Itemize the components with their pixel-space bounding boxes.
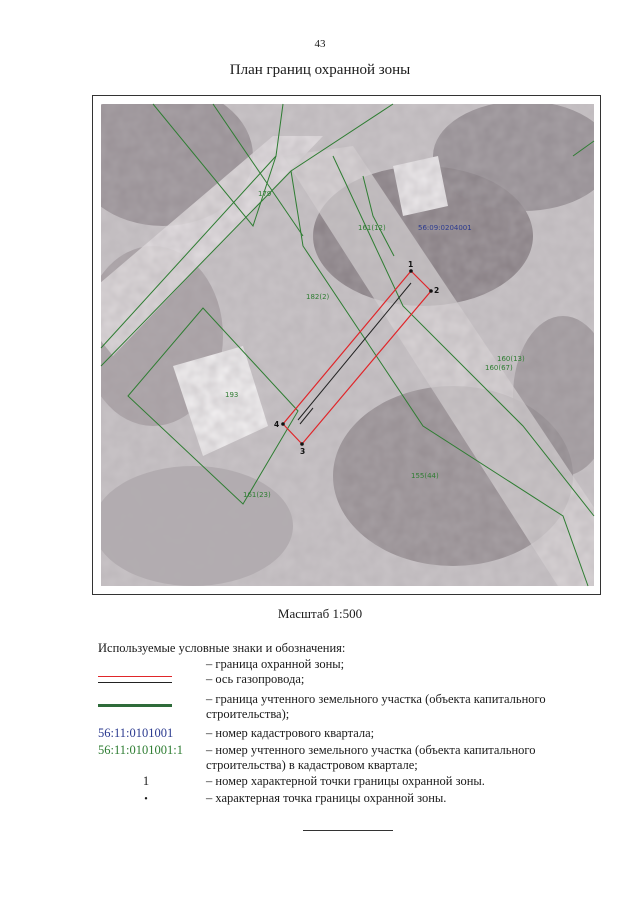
zone-point-4 [281,422,285,426]
zone-point-3 [300,442,304,446]
parcel-number-sample: 56:11:0101001:1 [98,743,183,757]
gas-axis-sample [98,682,172,683]
legend-text: – характерная точка границы охранной зоны. [206,791,447,805]
zone-point-number-3: 3 [300,447,306,456]
parcel-boundary-sample [98,704,172,707]
zone-point-number-4: 4 [274,420,280,429]
parcel-label: 160(13) [497,355,525,363]
legend-heading: Используемые условные знаки и обозначения: [98,641,346,655]
zone-point-2 [429,289,433,293]
legend-text: – граница охранной зоны; [206,657,345,671]
legend-item-parcel-boundary [98,692,618,724]
legend-text: – ось газопровода; [206,672,305,686]
map-scale: Масштаб 1:500 [277,606,363,621]
zone-point-number-2: 2 [434,286,440,295]
footer-divider [303,830,393,831]
map-frame [92,95,601,595]
page-number: 43 [314,38,326,50]
parcel-label: 161(12) [358,224,386,232]
parcel-label: 182(2) [306,293,330,301]
parcel-label: 193 [225,391,239,399]
parcel-label: 160(67) [485,364,513,372]
legend-item-point-marker [98,791,618,811]
legend-item-gas-axis [98,672,618,692]
map-canvas [93,96,600,594]
aerial-photo [93,96,600,594]
legend-item-parcel-number [98,743,618,775]
cadastral-quarter-label: 56:09:0204001 [418,224,472,232]
quarter-number-sample: 56:11:0101001 [98,726,174,740]
parcel-label: 161(23) [243,491,271,499]
legend-text: – номер характерной точки границы охранной зоны. [206,774,485,788]
parcel-label: 179 [258,190,272,198]
page-title: План границ охранной зоны [229,62,411,78]
parcel-label: 155(44) [411,472,439,480]
zone-boundary-sample [98,676,172,677]
point-marker-sample: • [144,794,148,805]
legend-text: – граница учтенного земельного участка (объекта капитального строительства); [206,692,546,721]
legend-text: – номер кадастрового квартала; [206,726,375,740]
point-number-sample: 1 [142,774,150,788]
zone-point-number-1: 1 [408,260,414,269]
zone-point-1 [409,269,413,273]
legend-text: – номер учтенного земельного участка (объекта капитального строительства) в кадастровом квартале; [206,743,536,772]
